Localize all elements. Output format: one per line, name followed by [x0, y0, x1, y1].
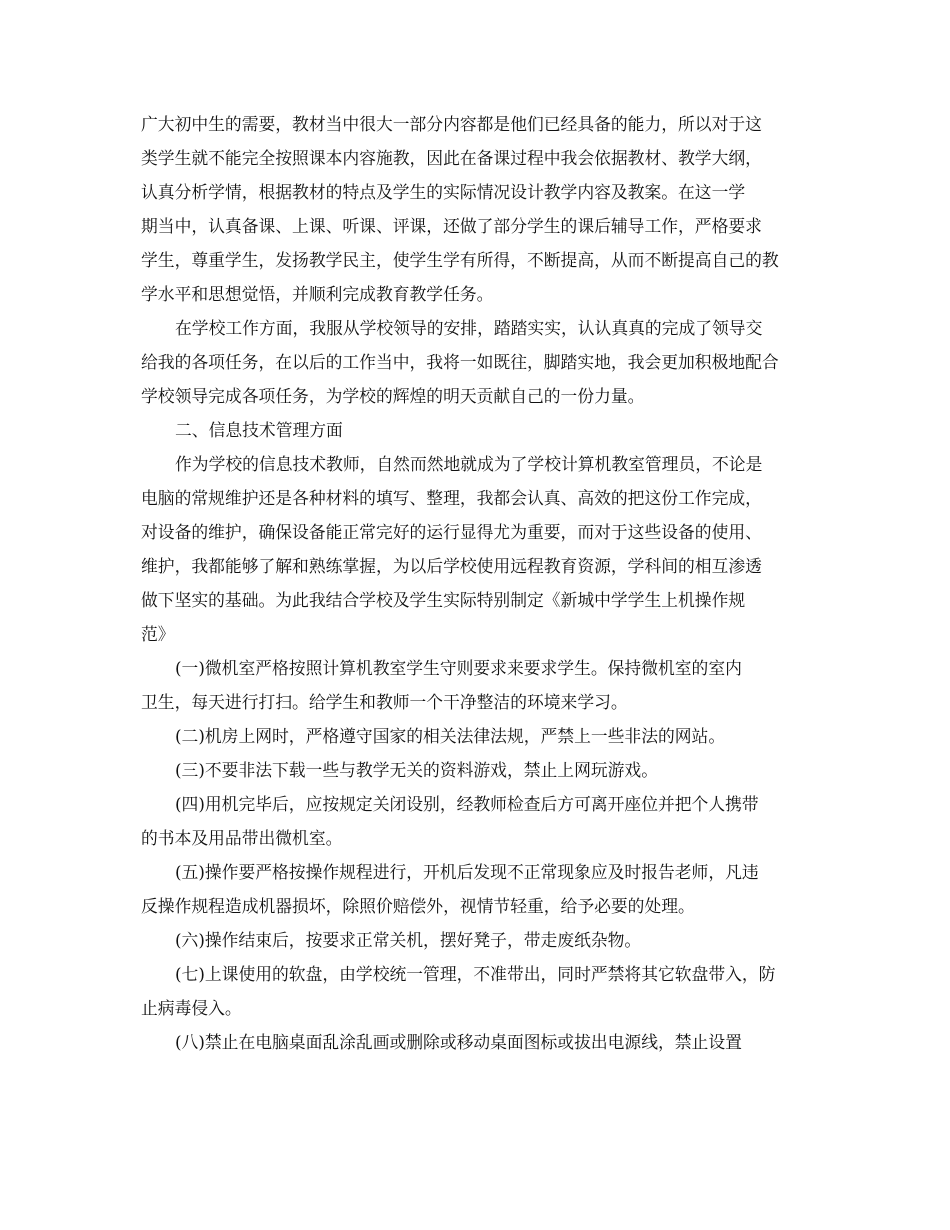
- text-line: 期当中，认真备课、上课、听课、评课，还做了部分学生的课后辅导工作，严格要求: [141, 216, 762, 236]
- text-line: 类学生就不能完全按照课本内容施教，因此在备课过程中我会依据教材、教学大纲，: [141, 148, 762, 168]
- rule-item-line: (五)操作要严格按操作规程进行，开机后发现不正常现象应及时报告老师，凡违: [175, 862, 759, 882]
- text-line: 学水平和思想觉悟，并顺利完成教育教学任务。: [141, 284, 494, 304]
- rule-item-line: (六)操作结束后，按要求正常关机，摆好凳子，带走废纸杂物。: [175, 930, 642, 950]
- rule-item-line: (四)用机完毕后，应按规定关闭设别，经教师检查后方可离开座位并把个人携带: [175, 794, 759, 814]
- section-heading: 二、信息技术管理方面: [175, 420, 343, 440]
- text-line: 的书本及用品带出微机室。: [141, 828, 343, 848]
- rule-item-line: (二)机房上网时，严格遵守国家的相关法律法规，严禁上一些非法的网站。: [175, 726, 726, 746]
- paragraph-start-line: 在学校工作方面，我服从学校领导的安排，踏踏实实，认认真真的完成了领导交: [175, 318, 763, 338]
- text-line: 止病毒侵入。: [141, 998, 242, 1018]
- rule-item-line: (七)上课使用的软盘，由学校统一管理，不准带出，同时严禁将其它软盘带入，防: [175, 964, 776, 984]
- text-line: 认真分析学情，根据教材的特点及学生的实际情况设计教学内容及教案。在这一学: [141, 182, 746, 202]
- text-line: 卫生，每天进行打扫。给学生和教师一个干净整洁的环境来学习。: [141, 692, 628, 712]
- text-line: 范》: [141, 624, 175, 644]
- text-line: 学生，尊重学生，发扬教学民主，使学生学有所得，不断提高，从而不断提高自己的教: [141, 250, 779, 270]
- rule-item-line: (八)禁止在电脑桌面乱涂乱画或删除或移动桌面图标或拔出电源线，禁止设置: [175, 1032, 742, 1052]
- rule-item-line: (一)微机室严格按照计算机教室学生守则要求来要求学生。保持微机室的室内: [175, 658, 742, 678]
- document-body: [141, 107, 813, 1059]
- text-line: 对设备的维护，确保设备能正常完好的运行显得尤为重要，而对于这些设备的使用、: [141, 522, 762, 542]
- paragraph-start-line: 作为学校的信息技术教师，自然而然地就成为了学校计算机教室管理员，不论是: [175, 454, 763, 474]
- text-line: 做下坚实的基础。为此我结合学校及学生实际特别制定《新城中学学生上机操作规: [141, 590, 746, 610]
- text-line: 反操作规程造成机器损坏，除照价赔偿外，视情节轻重，给予必要的处理。: [141, 896, 695, 916]
- rule-item-line: (三)不要非法下载一些与教学无关的资料游戏，禁止上网玩游戏。: [175, 760, 658, 780]
- text-line: 电脑的常规维护还是各种材料的填写、整理，我都会认真、高效的把这份工作完成，: [141, 488, 762, 508]
- text-line: 学校领导完成各项任务，为学校的辉煌的明天贡献自己的一份力量。: [141, 386, 645, 406]
- text-line: 维护，我都能够了解和熟练掌握，为以后学校使用远程教育资源，学科间的相互渗透: [141, 556, 762, 576]
- text-line: 给我的各项任务，在以后的工作当中，我将一如既往，脚踏实地，我会更加积极地配合: [141, 352, 779, 372]
- text-line: 广大初中生的需要，教材当中很大一部分内容都是他们已经具备的能力，所以对于这: [141, 114, 762, 134]
